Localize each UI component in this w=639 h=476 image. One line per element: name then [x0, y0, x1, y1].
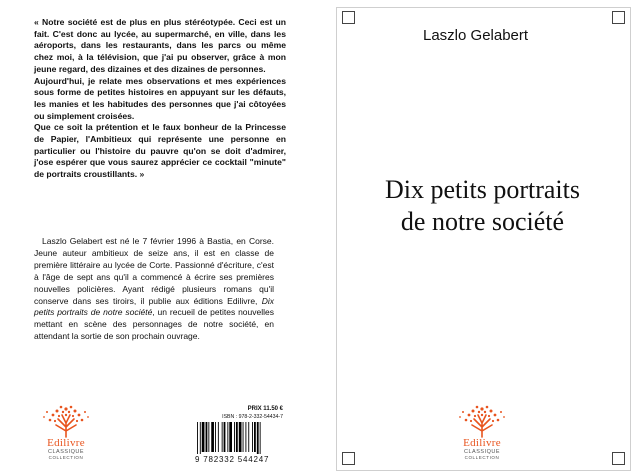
isbn-label: ISBN : 978-2-332-54434-7: [222, 414, 283, 420]
frame-corner: [342, 452, 355, 465]
publisher-name: Edilivre: [47, 437, 85, 449]
book-title-line: Dix petits portraits: [385, 175, 580, 204]
publisher-collection: CLASSIQUE: [48, 449, 84, 455]
price-label: PRIX 11.50 €: [247, 406, 283, 412]
publisher-collection-label: COLLECTION: [48, 455, 84, 460]
blurb-paragraph: « Notre société est de plus en plus stéréotypée. Ceci est un fait. C'est donc au lycée, au supermarché, en ville, dans les aéroports, dans les restaurants, dans les parcs ou même chez moi, à la télévision, que j'ai pu observer, grâce à mon jeune regard, des dizaines et des dizaines de personnes.: [34, 17, 286, 74]
front-cover-frame: [336, 7, 631, 471]
book-title: [336, 174, 629, 238]
bio-text: , un recueil de petites nouvelles mettant en scène des personnages de notre société, en attendant la sortie de son prochain ouvrage.: [34, 307, 274, 342]
publisher-collection: CLASSIQUE: [464, 449, 500, 455]
blurb-paragraph: Aujourd'hui, je relate mes observations et mes expériences sous forme de petites histoires en appuyant sur les défauts, les manies et les habitudes des personnes que j'ai côtoyées ou simplement croisées.: [34, 75, 286, 121]
publisher-name: Edilivre: [463, 437, 501, 449]
tree-icon: [36, 403, 96, 439]
tree-icon: [452, 403, 512, 439]
frame-corner: [612, 452, 625, 465]
book-title-line: de notre société: [400, 207, 565, 236]
publisher-logo-front: [452, 403, 512, 465]
author-bio-paragraph: [34, 236, 274, 343]
publisher-logo-back: [36, 403, 96, 465]
blurb-paragraph: Que ce soit la prétention et le faux bonheur de la Princesse de Papier, l'Ambitieux qui représente une personne en particulier ou l'histoire du pauvre qu'on se doit d'admirer, j'ose espérer que vous saurez apprécier ce cocktail "minute" de portraits croustillants. »: [34, 122, 286, 180]
bio-text: Laszlo Gelabert est né le 7 février 1996 à Bastia, en Corse. Jeune auteur ambitieux de seize ans, il est en classe de première littéraire au lycée de Corte. Passionné d'écriture, c'est à l'âge de sept ans qu'il a commencé à écrire ses premières nouvelles policières. Ayant rédigé plusieurs romans qu'il conserve dans ses tiroirs, il publie aux éditions Edilivre,: [34, 236, 274, 306]
bio-book-title: Dix petits portraits de notre société: [34, 295, 274, 318]
author-name: Laszlo Gelabert: [423, 27, 529, 44]
back-cover: [0, 0, 319, 476]
barcode-block: [195, 406, 285, 468]
frame-corner: [342, 11, 355, 24]
frame-corner: [612, 11, 625, 24]
author-bio: [34, 236, 274, 343]
barcode: [195, 422, 285, 454]
barcode-digits: 9 782332 544247: [195, 455, 270, 464]
publisher-collection-label: COLLECTION: [464, 455, 500, 460]
back-cover-blurb: [34, 17, 286, 181]
